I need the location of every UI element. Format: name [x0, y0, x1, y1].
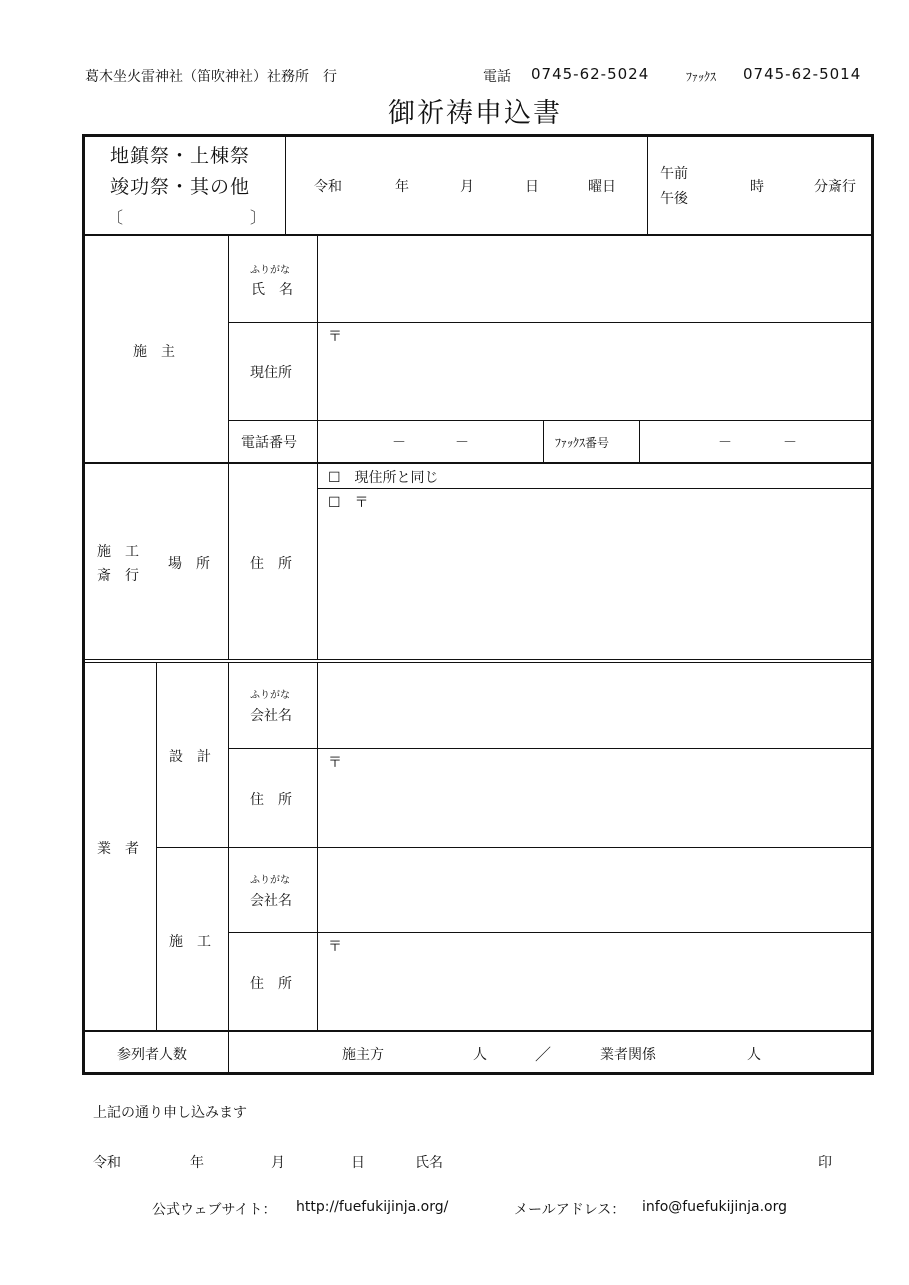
sponsor-phone-field[interactable]	[319, 422, 542, 461]
attendees-sponsor-unit: 人	[473, 1047, 487, 1063]
other-ceremony-field[interactable]	[127, 204, 247, 228]
attendees-sponsor-count-field[interactable]	[400, 1035, 470, 1069]
website-link[interactable]: http://fuefukijinja.org/	[296, 1199, 449, 1215]
fax-dash-1: －	[718, 435, 732, 451]
date-month: 月	[460, 179, 474, 195]
builder-postal-mark: 〒	[328, 939, 342, 955]
ceremony-date-field[interactable]	[287, 138, 646, 233]
applicant-name-field[interactable]	[455, 1145, 810, 1175]
design-company-field[interactable]	[319, 664, 870, 747]
ceremony-time-field[interactable]	[649, 138, 870, 233]
time-am: 午前	[660, 166, 688, 182]
design-postal-mark: 〒	[328, 755, 342, 771]
ceremony-types-line1: 地鎮祭・上棟祭	[110, 145, 251, 167]
other-address-checkbox[interactable]: ☐ 〒	[328, 495, 369, 511]
builder-company-field[interactable]	[319, 849, 870, 931]
footer-reiwa: 令和	[93, 1155, 121, 1171]
attendees-slash: ／	[535, 1045, 552, 1064]
sponsor-furigana-label: ふりがな	[250, 265, 290, 276]
phone-dash-1: －	[392, 435, 406, 451]
sponsor-postal-mark: 〒	[328, 329, 342, 345]
footer-year: 年	[190, 1155, 204, 1171]
email-link[interactable]: info@fuefukijinja.org	[642, 1199, 788, 1215]
sponsor-fax-label: ﾌｧｯｸｽ番号	[555, 436, 610, 450]
fax-number: 0745-62-5014	[743, 65, 862, 83]
time-pm: 午後	[660, 191, 688, 207]
addressee: 葛木坐火雷神社（笛吹神社）社務所 行	[85, 69, 337, 85]
date-weekday: 曜日	[588, 179, 616, 195]
site-address-label: 住 所	[250, 556, 292, 572]
design-company-label: 会社名	[250, 708, 292, 724]
sponsor-label: 施 主	[133, 344, 175, 360]
design-label: 設 計	[169, 749, 211, 765]
site-label-construction: 施 工	[97, 544, 139, 560]
attendees-label: 参列者人数	[117, 1047, 187, 1063]
builder-company-label: 会社名	[250, 893, 292, 909]
builder-address-field[interactable]	[319, 934, 870, 1029]
page-title: 御祈祷申込書	[388, 98, 562, 129]
website-label: 公式ウェブサイト：	[152, 1202, 277, 1218]
design-furigana-label: ふりがな	[250, 690, 290, 701]
attendees-contractor-side: 業者関係	[600, 1047, 656, 1063]
attendees-contractor-unit: 人	[747, 1047, 761, 1063]
footer-name-label: 氏名	[415, 1155, 443, 1171]
phone-label: 電話	[483, 69, 511, 85]
ceremony-types-line2: 竣功祭・其の他	[110, 176, 251, 198]
application-statement: 上記の通り申し込みます	[93, 1105, 247, 1121]
site-label-place: 場 所	[168, 556, 210, 572]
date-reiwa: 令和	[314, 179, 342, 195]
builder-address-label: 住 所	[250, 976, 292, 992]
email-label: メールアドレス：	[514, 1202, 626, 1218]
sponsor-name-label: 氏 名	[251, 282, 293, 298]
sponsor-phone-label: 電話番号	[241, 435, 297, 451]
phone-dash-2: －	[455, 435, 469, 451]
phone-number: 0745-62-5024	[531, 65, 650, 83]
sponsor-name-field[interactable]	[319, 237, 870, 321]
design-address-field[interactable]	[319, 750, 870, 846]
sponsor-fax-field[interactable]	[641, 422, 870, 461]
date-day: 日	[525, 179, 539, 195]
design-address-label: 住 所	[250, 792, 292, 808]
other-bracket-close: 〕	[250, 208, 267, 227]
site-label-ceremony: 斎 行	[97, 568, 139, 584]
fax-label: ﾌｧｯｸｽ	[686, 70, 717, 84]
attendees-sponsor-side: 施主方	[342, 1047, 384, 1063]
fax-dash-2: －	[783, 435, 797, 451]
seal-mark: 印	[818, 1155, 832, 1171]
footer-month: 月	[271, 1155, 285, 1171]
sponsor-address-label: 現住所	[250, 365, 292, 381]
builder-furigana-label: ふりがな	[250, 875, 290, 886]
time-minute: 分斎行	[814, 179, 856, 195]
date-year: 年	[395, 179, 409, 195]
site-address-field[interactable]	[319, 510, 870, 658]
footer-day: 日	[351, 1155, 365, 1171]
builder-label: 施 工	[169, 934, 211, 950]
other-bracket-open: 〔	[107, 208, 124, 227]
sponsor-address-field[interactable]	[319, 324, 870, 419]
contractor-label: 業 者	[97, 841, 139, 857]
attendees-contractor-count-field[interactable]	[670, 1035, 744, 1069]
time-hour: 時	[750, 179, 764, 195]
same-address-checkbox[interactable]: ☐ 現住所と同じ	[328, 470, 439, 486]
